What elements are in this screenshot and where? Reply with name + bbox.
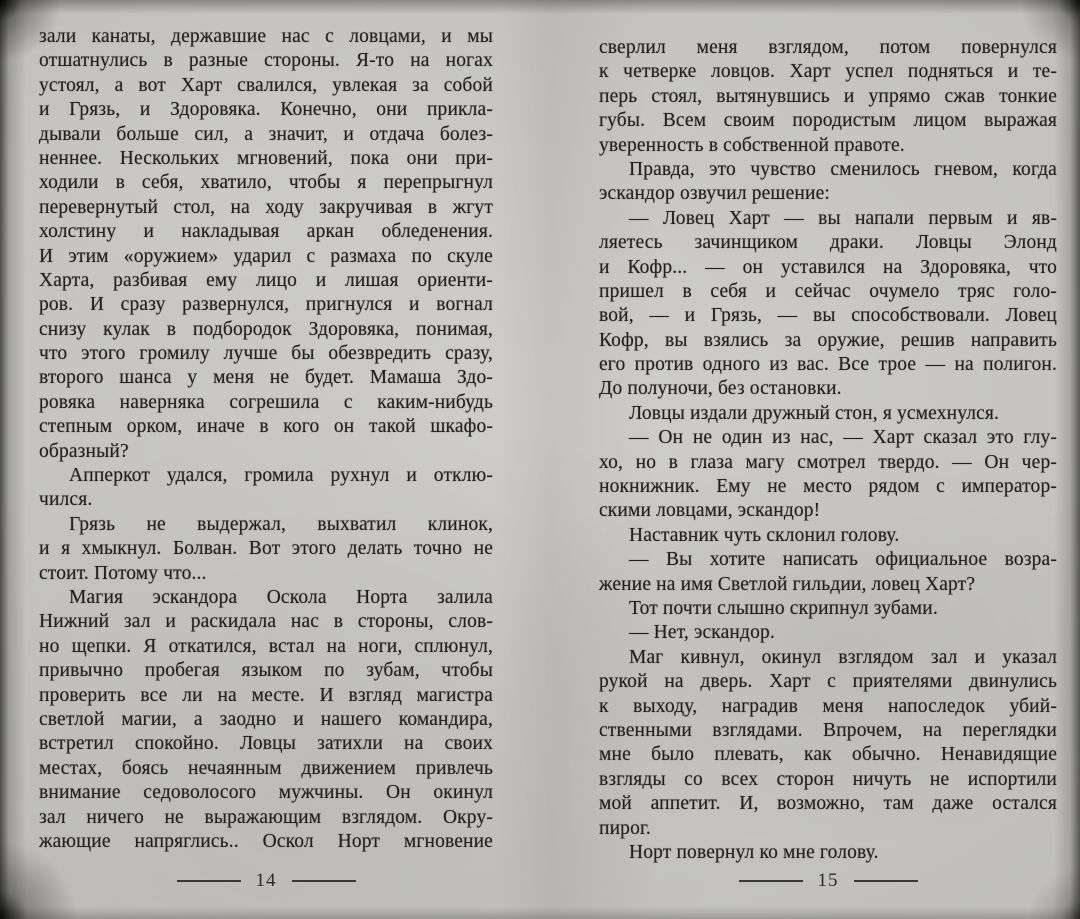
text-line: ляетесь зачинщиком драки. Ловцы Элонд: [599, 232, 1057, 254]
text-line: Норт повернул ко мне голову.: [629, 841, 879, 863]
text-line: зал ничего не выражающим взглядом. Окру-: [39, 806, 493, 828]
text-line: сверлил меня взглядом, потом повернулся: [599, 37, 1057, 58]
text-line: И этим «оружием» ударил с размаха по скуле: [39, 245, 493, 267]
text-line: местах, боясь нечаянным движением привлечь: [39, 757, 493, 779]
text-line: зали канаты, державшие нас с ловцами, и мы: [39, 26, 493, 47]
text-line: нокнижник. Ему не место рядом с император-: [599, 476, 1057, 498]
text-line: отшатнулись в разные стороны. Я-то на ногах: [39, 50, 493, 72]
text-line: но щепки. Я откатился, встал на ноги, сплюнул,: [39, 635, 493, 657]
text-line: хо, но в глаза магу смотрел твердо. — Он чер-: [599, 451, 1057, 473]
text-line: светлой магии, а заодно и нашего командира,: [39, 708, 493, 730]
text-line: рукой на дверь. Харт с приятелями двинулись: [599, 671, 1057, 693]
text-line: Кофр, вы взялись за оружие, решив направить: [599, 329, 1057, 351]
text-line: Наставник чуть склонил голову.: [629, 524, 900, 546]
text-line: — Он не один из нас, — Харт сказал это глу-: [629, 427, 1057, 449]
left-page-number: 14: [255, 870, 277, 891]
text-line: скими ловцами, эскандор!: [599, 500, 821, 522]
text-line: — Нет, эскандор.: [629, 622, 775, 644]
text-line: мне было плевать, как обычно. Ненавидящие: [599, 744, 1057, 766]
text-line: встретил спокойно. Ловцы затихли на своих: [39, 733, 493, 755]
text-line: Маг кивнул, окинул взглядом зал и указал: [629, 646, 1057, 668]
text-line: вой, — и Грязь, — вы способствовали. Ловец: [599, 305, 1057, 327]
text-line: и Грязь, и Здоровяка. Конечно, они прикла-: [39, 99, 493, 121]
text-line: — Ловец Харт — вы напали первым и яв-: [629, 207, 1057, 229]
text-line: и я хмыкнул. Болван. Вот этого делать точно не: [39, 538, 493, 560]
text-line: перь стоял, вытянувшись и упрямо сжав тонкие: [599, 85, 1057, 107]
text-line: ходили в себя, хватило, чтобы я перепрыгнул: [39, 172, 493, 194]
text-line: степным орком, иначе в кого он такой шкафо-: [39, 416, 493, 438]
text-line: Нижний зал и раскидала нас в стороны, слов-: [39, 611, 493, 633]
text-line: губы. Всем своим породистым лицом выражая: [599, 110, 1057, 132]
text-line: стоит. Потому что...: [39, 562, 207, 584]
right-page-text: [599, 36, 1057, 865]
text-line: уверенность в собственной правоте.: [599, 134, 905, 156]
text-line: ров. И сразу развернулся, пригнулся и вогнал: [39, 294, 493, 316]
text-line: Тот почти слышно скрипнул зубами.: [629, 597, 938, 619]
text-line: его против одного из вас. Все трое — на полигон.: [599, 354, 1057, 376]
footer-rule-icon: [854, 880, 918, 882]
text-line: Апперкот удался, громила рухнул и отклю-: [69, 465, 493, 487]
text-line: дывали больше сил, а значит, и отдача болез-: [39, 123, 493, 145]
text-line: привычно пробегая языком по зубам, чтобы: [39, 660, 493, 682]
right-page-footer: [599, 866, 1057, 896]
text-line: взгляды со всех сторон ничуть не испортили: [599, 768, 1057, 790]
text-line: Грязь не выдержал, выхватил клинок,: [69, 513, 493, 535]
right-page-number: 15: [817, 870, 839, 891]
text-line: Харта, разбивая ему лицо и лишая ориенти-: [39, 269, 493, 291]
text-line: образный?: [39, 440, 129, 462]
text-line: внимание седоволосого мужчины. Он окинул: [39, 782, 493, 804]
text-line: жение на имя Светлой гильдии, ловец Харт?: [599, 573, 976, 595]
left-page-footer: [39, 866, 493, 896]
text-line: жающие напряглись.. Оскол Норт мгновение: [39, 830, 493, 852]
text-line: До полуночи, без остановки.: [599, 378, 842, 400]
text-line: пришел в себя и сейчас очумело тряс голо-: [599, 280, 1057, 302]
text-line: снизу кулак в подбородок Здоровяка, понимая,: [39, 318, 493, 340]
text-line: что этого громилу лучше бы обезвредить сразу,: [39, 343, 493, 365]
left-page-text: [39, 25, 493, 854]
text-line: ровяка наверняка согрешила с каким-нибудь: [39, 391, 493, 413]
text-line: Правда, это чувство сменилось гневом, когда: [629, 158, 1057, 180]
footer-rule-icon: [292, 880, 356, 882]
text-line: перевернутый стол, на ходу закручивая в жгут: [39, 196, 493, 218]
text-line: неннее. Нескольких мгновений, пока они при-: [39, 147, 493, 169]
text-line: ственными взглядами. Впрочем, на переглядки: [599, 719, 1057, 741]
text-line: Ловцы издали дружный стон, я усмехнулся.: [629, 402, 1000, 424]
text-line: холстину и накладывая аркан обледенения.: [39, 221, 493, 243]
footer-rule-icon: [177, 880, 241, 882]
text-line: мой аппетит. И, возможно, там даже остался: [599, 793, 1057, 815]
text-line: проверить все ли на месте. И взгляд магистра: [39, 684, 493, 706]
footer-rule-icon: [739, 880, 803, 882]
text-line: — Вы хотите написать официальное возра-: [629, 549, 1057, 571]
text-line: второго шанса у меня не будет. Мамаша Здо-: [39, 367, 493, 389]
text-line: к четверке ловцов. Харт успел подняться и те-: [599, 61, 1057, 83]
text-line: к выходу, наградив меня напоследок убий-: [599, 695, 1057, 717]
text-line: и Кофр... — он уставился на Здоровяка, что: [599, 256, 1057, 278]
text-line: чился.: [39, 489, 93, 511]
text-line: устоял, а вот Харт свалился, увлекая за собой: [39, 74, 493, 96]
text-line: Магия эскандора Оскола Норта залила: [69, 586, 493, 608]
text-line: пирог.: [599, 817, 651, 839]
text-line: эскандор озвучил решение:: [599, 183, 830, 205]
